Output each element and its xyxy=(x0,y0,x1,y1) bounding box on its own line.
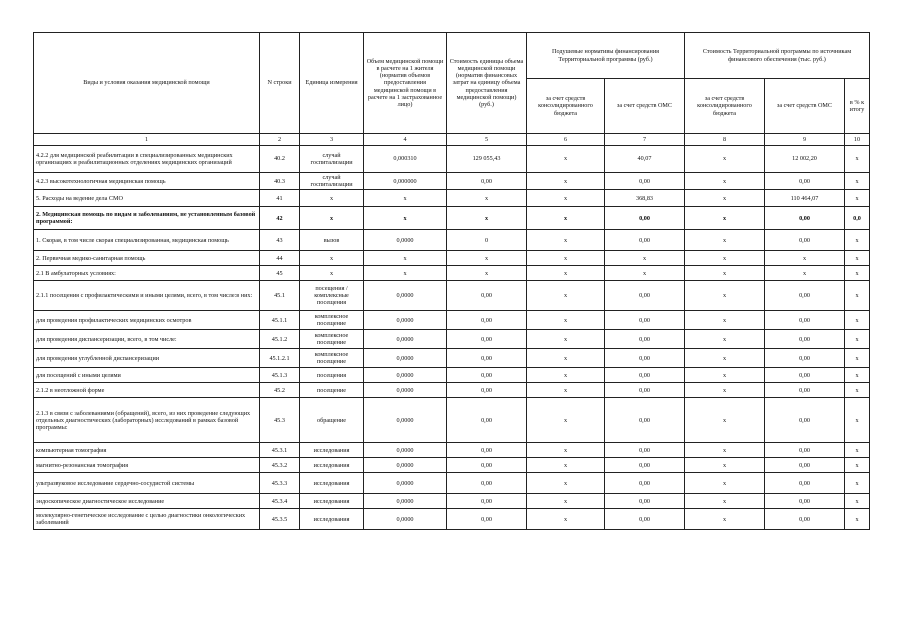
row-total-budget: х xyxy=(685,281,765,311)
row-per-capita-oms: 0,00 xyxy=(605,207,685,230)
row-volume: 0,0000 xyxy=(364,368,447,383)
row-name: для проведения диспансеризации, всего, в том числе: xyxy=(34,330,260,349)
row-per-capita-oms: 368,83 xyxy=(605,190,685,207)
row-number: 44 xyxy=(260,251,300,266)
row-number: 45.1.2 xyxy=(260,330,300,349)
row-name: 2. Медицинская помощь по видам и заболеваниям, не установленным базовой программой: xyxy=(34,207,260,230)
header-total-budget: за счет средств консолидированного бюджета xyxy=(685,79,765,134)
row-number: 45.3.3 xyxy=(260,473,300,494)
row-per-capita-oms: 0,00 xyxy=(605,281,685,311)
table-row xyxy=(34,494,870,509)
row-total-budget: х xyxy=(685,349,765,368)
row-volume: х xyxy=(364,207,447,230)
header-row-number: N строки xyxy=(260,33,300,134)
row-unit-cost: х xyxy=(447,251,527,266)
header-total-oms: за счет средств ОМС xyxy=(765,79,845,134)
row-per-capita-budget: х xyxy=(527,443,605,458)
row-unit-cost: х xyxy=(447,190,527,207)
row-total-percent: х xyxy=(845,494,870,509)
row-total-oms: 0,00 xyxy=(765,398,845,443)
table-row xyxy=(34,458,870,473)
program-cost-table xyxy=(33,32,870,530)
row-number: 41 xyxy=(260,190,300,207)
row-total-oms: 0,00 xyxy=(765,383,845,398)
row-volume: 0,0000 xyxy=(364,509,447,530)
row-unit: х xyxy=(300,266,364,281)
column-number: 10 xyxy=(845,134,870,146)
column-number: 3 xyxy=(300,134,364,146)
row-total-budget: х xyxy=(685,443,765,458)
column-number: 1 xyxy=(34,134,260,146)
row-name: для посещений с иными целями xyxy=(34,368,260,383)
row-unit-cost: 0,00 xyxy=(447,330,527,349)
row-unit: обращение xyxy=(300,398,364,443)
row-name: 2.1.1 посещения с профилактическими и иными целями, всего, в том числе:в них: xyxy=(34,281,260,311)
row-per-capita-budget: х xyxy=(527,473,605,494)
header-unit-cost: Стоимость единицы объема медицинской помощи (норматив финансовых затрат на единицу объема предоставления медицинской помощи) (руб.) xyxy=(447,33,527,134)
row-total-percent: х xyxy=(845,458,870,473)
column-number: 2 xyxy=(260,134,300,146)
row-number: 40.3 xyxy=(260,173,300,190)
row-total-percent: х xyxy=(845,398,870,443)
row-total-budget: х xyxy=(685,230,765,251)
table-row xyxy=(34,398,870,443)
row-number: 45.3.1 xyxy=(260,443,300,458)
row-unit-cost: 0,00 xyxy=(447,494,527,509)
row-number: 45.1.3 xyxy=(260,368,300,383)
row-total-percent: х xyxy=(845,349,870,368)
row-volume: 0,0000 xyxy=(364,311,447,330)
row-total-budget: х xyxy=(685,368,765,383)
header-per-capita-budget: за счет средств консолидированного бюджета xyxy=(527,79,605,134)
row-unit-cost: 0,00 xyxy=(447,443,527,458)
row-name: 1. Скорая, в том числе скорая специализированная, медицинская помощь xyxy=(34,230,260,251)
row-per-capita-oms: 0,00 xyxy=(605,330,685,349)
row-number: 45.1 xyxy=(260,281,300,311)
row-per-capita-budget: х xyxy=(527,281,605,311)
row-name: 4.2.3 высокотехнологичная медицинская помощь xyxy=(34,173,260,190)
row-unit-cost: 0,00 xyxy=(447,349,527,368)
row-number: 45.1.2.1 xyxy=(260,349,300,368)
row-total-oms: 0,00 xyxy=(765,368,845,383)
column-numbers-row xyxy=(34,134,870,146)
row-total-oms: 0,00 xyxy=(765,173,845,190)
row-total-oms: х xyxy=(765,266,845,281)
row-total-budget: х xyxy=(685,266,765,281)
row-total-budget: х xyxy=(685,330,765,349)
row-unit-cost: 0,00 xyxy=(447,398,527,443)
row-volume: х xyxy=(364,266,447,281)
header-volume: Объем медицинской помощи в расчете на 1 жителя (норматив объемов предоставления медицинской помощи в расчете на 1 застрахованное лицо) xyxy=(364,33,447,134)
row-volume: х xyxy=(364,190,447,207)
row-name: 2.1.3 в связи с заболеваниями (обращений), всего, из них проведение следующих отдельных диагностических (лабораторных) исследований в рамках базовой программы: xyxy=(34,398,260,443)
row-number: 45.3.5 xyxy=(260,509,300,530)
row-per-capita-oms: 0,00 xyxy=(605,311,685,330)
row-unit: случай госпитализации xyxy=(300,173,364,190)
row-number: 45.3.2 xyxy=(260,458,300,473)
row-name: компьютерная томография xyxy=(34,443,260,458)
row-per-capita-oms: 0,00 xyxy=(605,494,685,509)
row-volume: х xyxy=(364,251,447,266)
row-unit: исследования xyxy=(300,509,364,530)
row-volume: 0,0000 xyxy=(364,330,447,349)
header-unit: Единица измерения xyxy=(300,33,364,134)
row-volume: 0,0000 xyxy=(364,349,447,368)
table-row xyxy=(34,173,870,190)
row-total-percent: х xyxy=(845,173,870,190)
row-total-oms: 0,00 xyxy=(765,230,845,251)
row-per-capita-oms: 0,00 xyxy=(605,368,685,383)
table-row xyxy=(34,349,870,368)
row-per-capita-oms: 0,00 xyxy=(605,458,685,473)
row-unit: исследования xyxy=(300,458,364,473)
row-name: 5. Расходы на ведение дела СМО xyxy=(34,190,260,207)
row-name: 2.1.2 в неотложной форме xyxy=(34,383,260,398)
row-per-capita-oms: х xyxy=(605,266,685,281)
row-volume: 0,000000 xyxy=(364,173,447,190)
table-row xyxy=(34,190,870,207)
row-total-percent: х xyxy=(845,368,870,383)
row-unit: х xyxy=(300,207,364,230)
row-unit: комплексное посещение xyxy=(300,349,364,368)
row-per-capita-budget: х xyxy=(527,230,605,251)
row-name: ультразвуковое исследование сердечно-сосудистой системы xyxy=(34,473,260,494)
row-unit: вызов xyxy=(300,230,364,251)
row-total-oms: 0,00 xyxy=(765,349,845,368)
row-total-oms: 0,00 xyxy=(765,494,845,509)
table-row xyxy=(34,311,870,330)
table-row xyxy=(34,330,870,349)
row-total-percent: х xyxy=(845,311,870,330)
row-per-capita-budget: х xyxy=(527,383,605,398)
row-per-capita-budget: х xyxy=(527,458,605,473)
row-unit-cost: 0,00 xyxy=(447,383,527,398)
row-unit-cost: 0,00 xyxy=(447,281,527,311)
row-total-percent: х xyxy=(845,230,870,251)
row-total-percent: х xyxy=(845,281,870,311)
header-per-capita-group: Подушевые нормативы финансирования Территориальной программы (руб.) xyxy=(527,33,685,79)
row-total-percent: х xyxy=(845,190,870,207)
row-total-percent: х xyxy=(845,383,870,398)
row-name: для проведения профилактических медицинских осмотров xyxy=(34,311,260,330)
row-volume: 0,0000 xyxy=(364,458,447,473)
row-total-budget: х xyxy=(685,383,765,398)
row-name: молекулярно-генетическое исследование с целью диагностики онкологических заболеваний xyxy=(34,509,260,530)
row-per-capita-budget: х xyxy=(527,494,605,509)
row-unit-cost: 0,00 xyxy=(447,473,527,494)
table-row xyxy=(34,473,870,494)
row-per-capita-oms: 0,00 xyxy=(605,230,685,251)
row-total-budget: х xyxy=(685,190,765,207)
table-row xyxy=(34,251,870,266)
row-volume: 0,0000 xyxy=(364,230,447,251)
row-total-oms: 0,00 xyxy=(765,443,845,458)
row-total-oms: 0,00 xyxy=(765,458,845,473)
table-row xyxy=(34,230,870,251)
row-per-capita-budget: х xyxy=(527,207,605,230)
row-number: 40.2 xyxy=(260,146,300,173)
row-total-oms: 110 464,07 xyxy=(765,190,845,207)
row-total-oms: х xyxy=(765,251,845,266)
row-unit: комплексное посещение xyxy=(300,311,364,330)
row-total-oms: 0,00 xyxy=(765,207,845,230)
row-total-percent: х xyxy=(845,251,870,266)
row-per-capita-oms: 0,00 xyxy=(605,173,685,190)
row-per-capita-oms: 0,00 xyxy=(605,398,685,443)
row-unit: посещения xyxy=(300,368,364,383)
row-per-capita-budget: х xyxy=(527,349,605,368)
row-total-percent: х xyxy=(845,473,870,494)
table-row xyxy=(34,509,870,530)
row-total-oms: 0,00 xyxy=(765,330,845,349)
row-per-capita-budget: х xyxy=(527,146,605,173)
row-per-capita-budget: х xyxy=(527,251,605,266)
table-row xyxy=(34,266,870,281)
row-total-percent: х xyxy=(845,146,870,173)
column-number: 4 xyxy=(364,134,447,146)
row-per-capita-budget: х xyxy=(527,368,605,383)
row-unit-cost: 0,00 xyxy=(447,173,527,190)
row-name: для проведения углубленной диспансеризации xyxy=(34,349,260,368)
row-total-percent: 0,0 xyxy=(845,207,870,230)
row-name: магнитно-резонансная томография xyxy=(34,458,260,473)
row-total-oms: 12 002,20 xyxy=(765,146,845,173)
row-per-capita-oms: 0,00 xyxy=(605,383,685,398)
header-per-capita-oms: за счет средств ОМС xyxy=(605,79,685,134)
row-unit: х xyxy=(300,251,364,266)
row-volume: 0,0000 xyxy=(364,443,447,458)
row-total-budget: х xyxy=(685,473,765,494)
row-total-oms: 0,00 xyxy=(765,509,845,530)
row-per-capita-budget: х xyxy=(527,173,605,190)
row-unit: посещение xyxy=(300,383,364,398)
row-per-capita-budget: х xyxy=(527,190,605,207)
table-row xyxy=(34,443,870,458)
row-total-percent: х xyxy=(845,330,870,349)
row-name: 4.2.2 для медицинской реабилитации в специализированных медицинских организациях и реабилитационных отделениях медицинских организаций xyxy=(34,146,260,173)
row-volume: 0,0000 xyxy=(364,281,447,311)
row-unit-cost: 0,00 xyxy=(447,509,527,530)
row-number: 45.2 xyxy=(260,383,300,398)
row-unit-cost: 0,00 xyxy=(447,458,527,473)
row-total-percent: х xyxy=(845,443,870,458)
row-number: 45.1.1 xyxy=(260,311,300,330)
row-per-capita-oms: х xyxy=(605,251,685,266)
table-row xyxy=(34,368,870,383)
row-total-budget: х xyxy=(685,398,765,443)
table-row xyxy=(34,281,870,311)
row-unit-cost: 0 xyxy=(447,230,527,251)
row-volume: 0,0000 xyxy=(364,494,447,509)
row-total-oms: 0,00 xyxy=(765,281,845,311)
column-number: 6 xyxy=(527,134,605,146)
table-row xyxy=(34,383,870,398)
row-unit: посещения / комплексные посещения xyxy=(300,281,364,311)
column-number: 8 xyxy=(685,134,765,146)
row-volume: 0,0000 xyxy=(364,398,447,443)
row-number: 45 xyxy=(260,266,300,281)
row-per-capita-budget: х xyxy=(527,398,605,443)
row-per-capita-budget: х xyxy=(527,311,605,330)
row-unit-cost: 0,00 xyxy=(447,368,527,383)
row-per-capita-oms: 0,00 xyxy=(605,509,685,530)
row-unit-cost: х xyxy=(447,207,527,230)
table-row xyxy=(34,207,870,230)
row-volume: 0,0000 xyxy=(364,383,447,398)
row-per-capita-oms: 0,00 xyxy=(605,349,685,368)
row-unit: случай госпитализации xyxy=(300,146,364,173)
header-total-percent: в % к итогу xyxy=(845,79,870,134)
row-per-capita-budget: х xyxy=(527,330,605,349)
row-number: 42 xyxy=(260,207,300,230)
row-total-budget: х xyxy=(685,494,765,509)
row-unit: исследования xyxy=(300,494,364,509)
row-per-capita-oms: 0,00 xyxy=(605,473,685,494)
row-total-budget: х xyxy=(685,251,765,266)
row-unit: х xyxy=(300,190,364,207)
header-type-label: Виды и условия оказания медицинской помощи xyxy=(34,33,260,134)
row-number: 43 xyxy=(260,230,300,251)
row-per-capita-budget: х xyxy=(527,266,605,281)
row-volume: 0,000310 xyxy=(364,146,447,173)
row-unit: исследования xyxy=(300,473,364,494)
column-number: 9 xyxy=(765,134,845,146)
row-total-budget: х xyxy=(685,509,765,530)
row-total-budget: х xyxy=(685,173,765,190)
row-total-oms: 0,00 xyxy=(765,473,845,494)
row-per-capita-oms: 0,00 xyxy=(605,443,685,458)
row-unit-cost: 129 055,43 xyxy=(447,146,527,173)
row-unit: комплексное посещение xyxy=(300,330,364,349)
table-row xyxy=(34,146,870,173)
row-total-oms: 0,00 xyxy=(765,311,845,330)
row-name: 2.1 В амбулаторных условиях: xyxy=(34,266,260,281)
column-number: 7 xyxy=(605,134,685,146)
row-total-percent: х xyxy=(845,266,870,281)
row-per-capita-oms: 40,07 xyxy=(605,146,685,173)
table-body xyxy=(34,146,870,530)
row-volume: 0,0000 xyxy=(364,473,447,494)
row-name: 2. Первичная медико-санитарная помощь xyxy=(34,251,260,266)
row-total-budget: х xyxy=(685,458,765,473)
row-per-capita-budget: х xyxy=(527,509,605,530)
column-number: 5 xyxy=(447,134,527,146)
header-total-cost-group: Стоимость Территориальной программы по источникам финансового обеспечения (тыс. руб.) xyxy=(685,33,870,79)
row-unit-cost: х xyxy=(447,266,527,281)
row-total-budget: х xyxy=(685,146,765,173)
row-unit-cost: 0,00 xyxy=(447,311,527,330)
row-number: 45.3.4 xyxy=(260,494,300,509)
row-total-budget: х xyxy=(685,207,765,230)
row-name: эндоскопическое диагностическое исследование xyxy=(34,494,260,509)
row-unit: исследования xyxy=(300,443,364,458)
row-number: 45.3 xyxy=(260,398,300,443)
row-total-budget: х xyxy=(685,311,765,330)
row-total-percent: х xyxy=(845,509,870,530)
